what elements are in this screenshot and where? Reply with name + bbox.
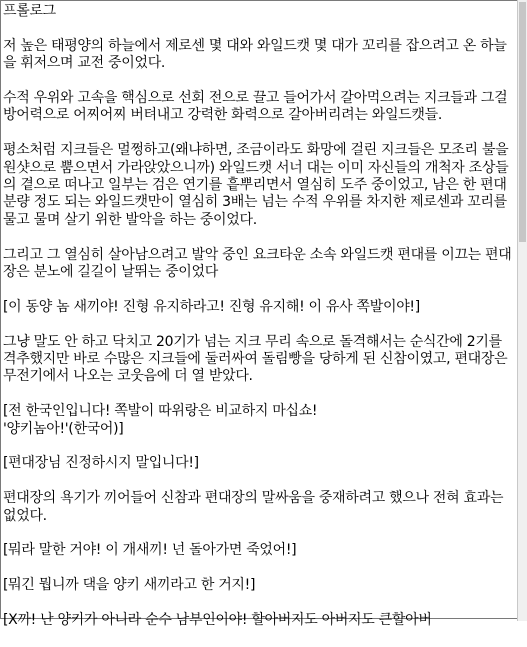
- dialogue-line: [편대장님 진정하시지 말입니다!]: [3, 455, 199, 472]
- paragraph: 평소처럼 지크들은 멀쩡하고(왜냐하면, 조금이라도 화망에 걸린 지크들은 모조리 불을 원샷으로 뿜으면서 가라앉았으니까) 와일드캣 서너 대는 이미 자신들의 개척자 조상들의 곁으로 떠나고 일부는 검은 연기를 흩뿌리면서 열심히 도주 중이었고, 남은 한 편대 분량 정도 되는 와일드캣만이 열심히 3배는 넘는 수적 우위를 차지한 제로센과 꼬리를 물고 물며 살기 위한 발악을 하는 중이었다.: [3, 142, 509, 228]
- paragraph: 편대장의 욕기가 끼어들어 신참과 편대장의 말싸움을 중재하려고 했으나 전혀 효과는 없었다.: [3, 490, 504, 524]
- paragraph: 그리고 그 열심히 살아남으려고 발악 중인 요크타운 소속 와일드캣 편대를 이끄는 편대장은 분노에 길길이 날뛰는 중이었다: [3, 246, 512, 281]
- scrollbar-thumb[interactable]: [519, 2, 526, 242]
- paragraph: 저 높은 태평양의 하늘에서 제로센 몇 대와 와일드캣 몇 대가 꼬리를 잡으려고 온 하늘을 휘저으며 교전 중이었다.: [3, 37, 507, 72]
- dialogue-line: [뭐라 말한 거야! 이 개새끼! 넌 돌아가면 죽었어!]: [3, 542, 297, 559]
- document-title: 프롤로그: [3, 3, 56, 19]
- document-body: [3, 3, 513, 647]
- dialogue-line: [이 동양 놈 새끼야! 진형 유지하라고! 진형 유지해! 이 유사 쪽발이야!]: [3, 298, 420, 315]
- dialogue-line: [뭐긴 뭡니까 댁을 양키 새끼라고 한 거지!]: [3, 577, 256, 594]
- dialogue-line: [전 한국인입니다! 쪽발이 따위랑은 비교하지 마십쇼! '양키놈아!'(한국어)]: [3, 403, 318, 437]
- vertical-scrollbar[interactable]: [517, 0, 527, 621]
- dialogue-line: [X까! 난 양키가 아니라 순수 남부인이야! 할아버지도 아버지도 큰할아버: [3, 612, 432, 629]
- paragraph: 그냥 말도 안 하고 닥치고 20기가 넘는 지크 무리 속으로 돌격해서는 순식간에 2기를 격추했지만 바로 수많은 지크들에 둘러싸여 돌림빵을 당하게 된 신참이였고, 편대장은 무전기에서 나오는 코웃음에 더 열 받았다.: [3, 333, 508, 385]
- paragraph: 수적 우위와 고속을 핵심으로 선회 전으로 끌고 들어가서 갈아먹으려는 지크들과 그걸 방어력으로 어찌어찌 버텨내고 강력한 화력으로 갈아버리려는 와일드캣들.: [3, 90, 508, 124]
